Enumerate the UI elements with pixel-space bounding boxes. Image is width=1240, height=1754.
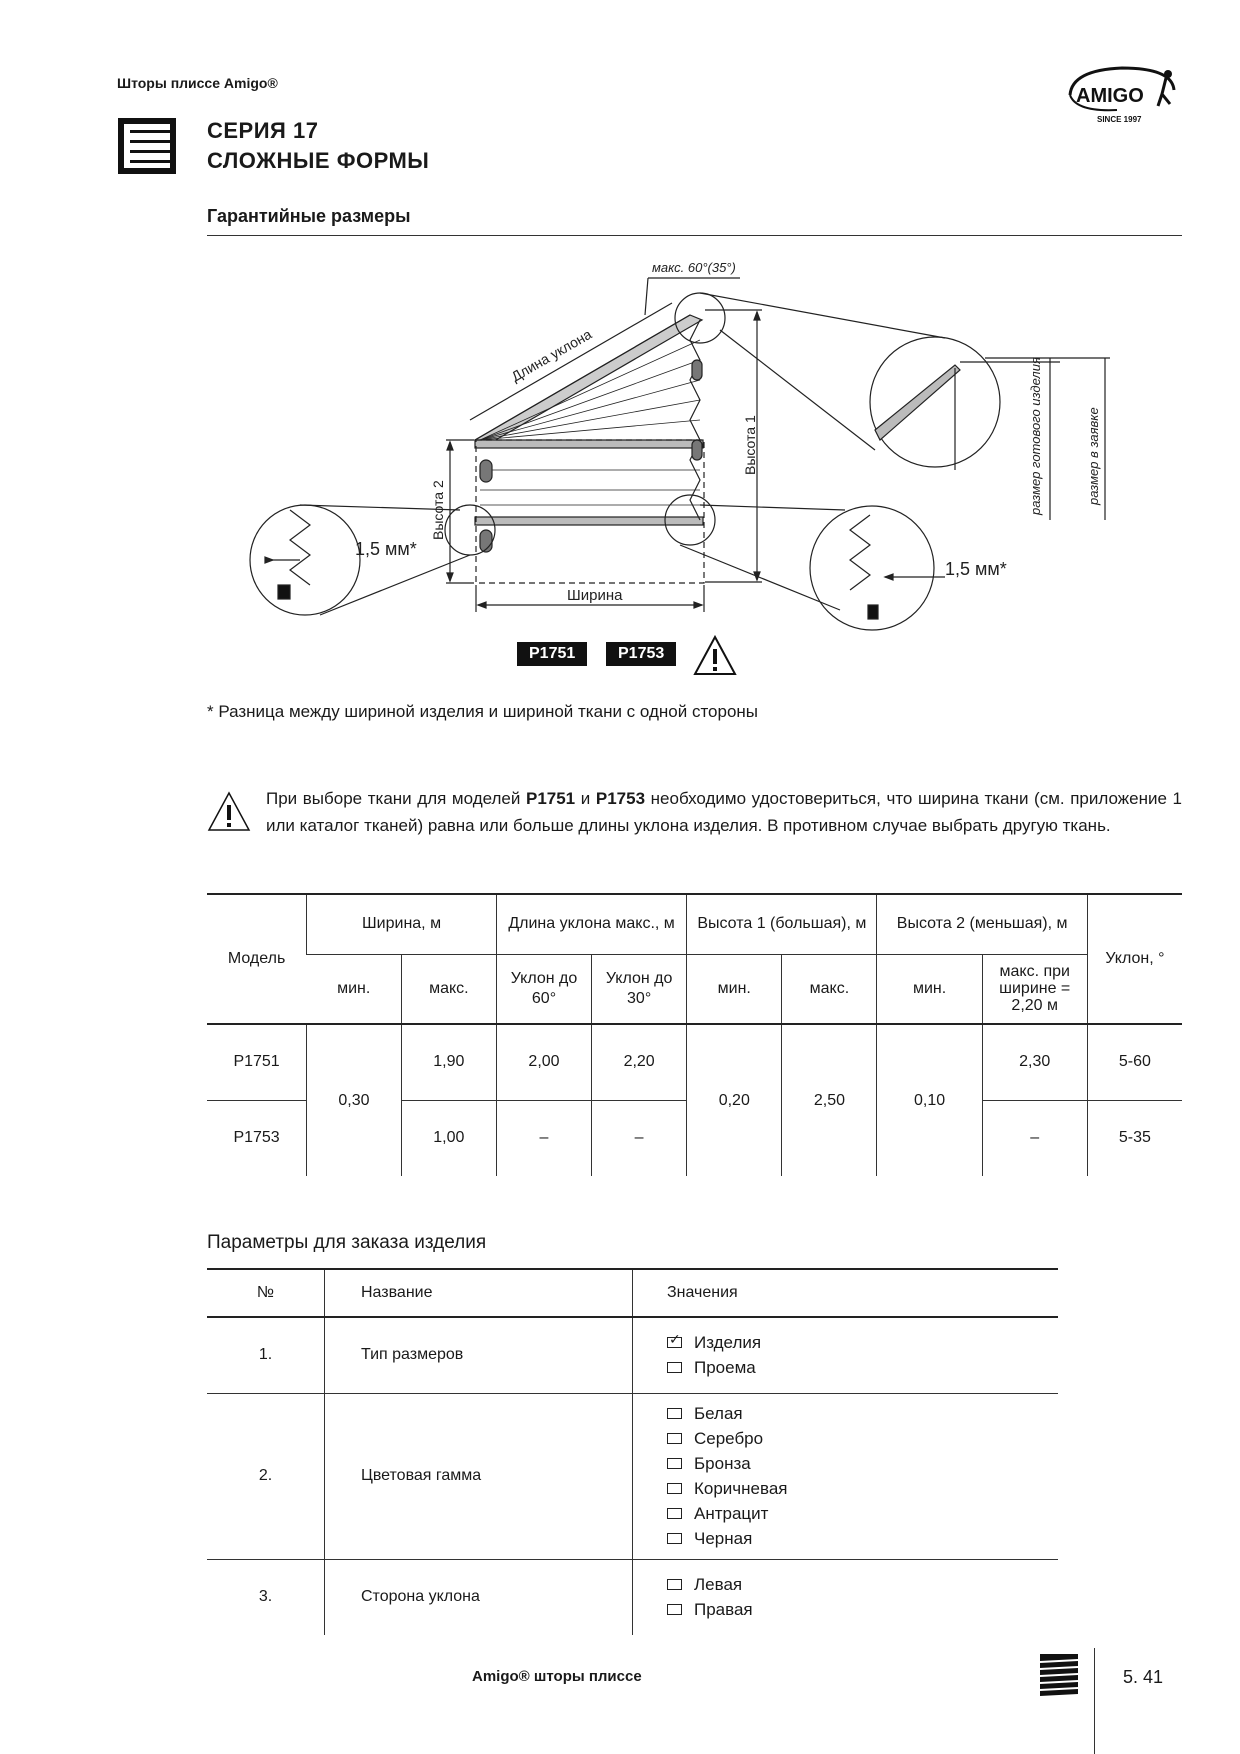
warning-model2: P1753 xyxy=(595,789,646,808)
option-item[interactable]: Правая xyxy=(667,1597,1058,1622)
col-header-h1-max: макс. xyxy=(782,954,877,1024)
page-title-series: СЕРИЯ 17 xyxy=(207,118,319,143)
size-spec-table xyxy=(207,893,1182,1176)
logo-since: SINCE 1997 xyxy=(1097,115,1142,124)
slope-length-label: Длина уклона xyxy=(508,325,595,385)
dimensions-diagram xyxy=(230,255,1101,690)
option-item[interactable]: Антрацит xyxy=(667,1501,1058,1526)
col-header-height1: Высота 1 (большая), м xyxy=(687,894,877,954)
checkbox[interactable] xyxy=(667,1433,682,1444)
checkbox[interactable] xyxy=(667,1604,682,1615)
warning-icon xyxy=(693,634,737,676)
option-item[interactable]: Серебро xyxy=(667,1426,1058,1451)
warning-model1: P1751 xyxy=(525,789,576,808)
gap-right-label: 1,5 мм* xyxy=(945,559,1007,579)
request-size-label: размер в заявке xyxy=(1086,407,1101,505)
logo-text: AMIGO xyxy=(1076,85,1144,107)
col-header-incline: Уклон, ° xyxy=(1087,894,1182,1024)
col-header-height2: Высота 2 (меньшая), м xyxy=(877,894,1087,954)
checkbox[interactable] xyxy=(667,1408,682,1419)
model-badge-p1753: P1753 xyxy=(606,642,676,666)
row-name: Цветовая гамма xyxy=(325,1393,633,1559)
table-cell-h2-max: 2,30 xyxy=(982,1024,1087,1100)
model-badge-p1751: P1751 xyxy=(517,642,587,666)
table-cell-model: P1751 xyxy=(207,1024,307,1100)
col-header-values: Значения xyxy=(633,1269,1059,1317)
option-item[interactable]: Левая xyxy=(667,1572,1058,1597)
table-cell-h1-max: 2,50 xyxy=(782,1024,877,1176)
table-row xyxy=(207,1559,1058,1635)
table-cell-model: P1753 xyxy=(207,1100,307,1176)
col-header-h2-max: макс. при ширине = 2,20 м xyxy=(982,954,1087,1024)
col-header-slope60: Уклон до 60° xyxy=(496,954,591,1024)
option-item[interactable]: Белая xyxy=(667,1401,1058,1426)
option-item[interactable]: Проема xyxy=(667,1355,1058,1380)
width-label: Ширина xyxy=(567,587,623,604)
row-num: 2. xyxy=(207,1393,325,1559)
page-title-subtitle: СЛОЖНЫЕ ФОРМЫ xyxy=(207,148,430,173)
brand-line: Шторы плиссе Amigo® xyxy=(117,75,278,91)
row-num: 3. xyxy=(258,1588,273,1606)
checkbox[interactable] xyxy=(667,1533,682,1544)
col-header-h1-min: мин. xyxy=(687,954,782,1024)
option-item[interactable]: Бронза xyxy=(667,1451,1058,1476)
option-item[interactable]: ✓ Изделия xyxy=(667,1330,1058,1355)
checkbox[interactable] xyxy=(667,1483,682,1494)
page-number: 5. 41 xyxy=(1123,1667,1164,1687)
col-header-width: Ширина, м xyxy=(307,894,497,954)
table-cell-h1-min: 0,20 xyxy=(687,1024,782,1176)
table-cell-incline: 5-60 xyxy=(1087,1024,1182,1100)
section-divider xyxy=(207,235,1182,236)
gap-left-label: 1,5 мм* xyxy=(355,539,417,559)
table-row xyxy=(207,1393,1058,1559)
amigo-logo xyxy=(1062,60,1182,130)
series-icon xyxy=(118,118,176,174)
pleat-icon xyxy=(1040,1654,1078,1698)
order-params-heading: Параметры для заказа изделия xyxy=(207,1232,487,1253)
footnote: * Разница между шириной изделия и шириной ткани с одной стороны xyxy=(207,702,759,721)
row-name: Тип размеров xyxy=(325,1317,633,1393)
option-item[interactable]: Коричневая xyxy=(667,1476,1058,1501)
checkbox[interactable] xyxy=(667,1508,682,1519)
option-item[interactable]: Черная xyxy=(667,1526,1058,1551)
col-header-width-min: мин. xyxy=(307,954,402,1024)
table-cell-width-max: 1,90 xyxy=(401,1024,496,1100)
height2-label: Высота 2 xyxy=(430,480,446,540)
checkbox-checked[interactable] xyxy=(667,1337,682,1348)
table-cell-h2-max: – xyxy=(982,1100,1087,1176)
col-header-name: Название xyxy=(325,1269,633,1317)
col-header-num: № xyxy=(207,1269,325,1317)
col-header-slope30: Уклон до 30° xyxy=(592,954,687,1024)
fabric-warning: При выборе ткани для моделей P1751 и P1753 необходимо удостовериться, что ширина ткани (см. приложение 1 или каталог тканей) равна или больше длины уклона изделия. В противном случае выбрать другую ткань. xyxy=(266,789,1182,835)
finished-size-label: размер готового изделия xyxy=(1028,357,1043,515)
table-cell-width-max: 1,00 xyxy=(401,1100,496,1176)
col-header-width-max: макс. xyxy=(401,954,496,1024)
height1-label: Высота 1 xyxy=(742,415,758,475)
table-cell-slope60: – xyxy=(496,1100,591,1176)
table-cell-incline: 5-35 xyxy=(1087,1100,1182,1176)
table-cell-slope60: 2,00 xyxy=(496,1024,591,1100)
warning-icon xyxy=(207,790,251,832)
max-angle-label: макс. 60°(35°) xyxy=(652,260,736,275)
table-cell-h2-min: 0,10 xyxy=(877,1024,982,1176)
col-header-slope: Длина уклона макс., м xyxy=(496,894,686,954)
footer-text: Amigo® шторы плиссе xyxy=(472,1668,642,1685)
table-cell-width-min: 0,30 xyxy=(307,1024,402,1176)
order-params-table xyxy=(207,1268,1058,1635)
section-heading: Гарантийные размеры xyxy=(207,206,411,226)
table-cell-slope30: 2,20 xyxy=(592,1024,687,1100)
row-num: 1. xyxy=(207,1317,325,1393)
checkbox[interactable] xyxy=(667,1579,682,1590)
col-header-h2-min: мин. xyxy=(877,954,982,1024)
row-name: Сторона уклона xyxy=(325,1559,633,1635)
table-row xyxy=(207,1317,1058,1393)
col-header-model: Модель xyxy=(207,894,307,1024)
table-cell-slope30: – xyxy=(592,1100,687,1176)
checkbox[interactable] xyxy=(667,1362,682,1373)
footer-divider xyxy=(1094,1648,1095,1754)
checkbox[interactable] xyxy=(667,1458,682,1469)
